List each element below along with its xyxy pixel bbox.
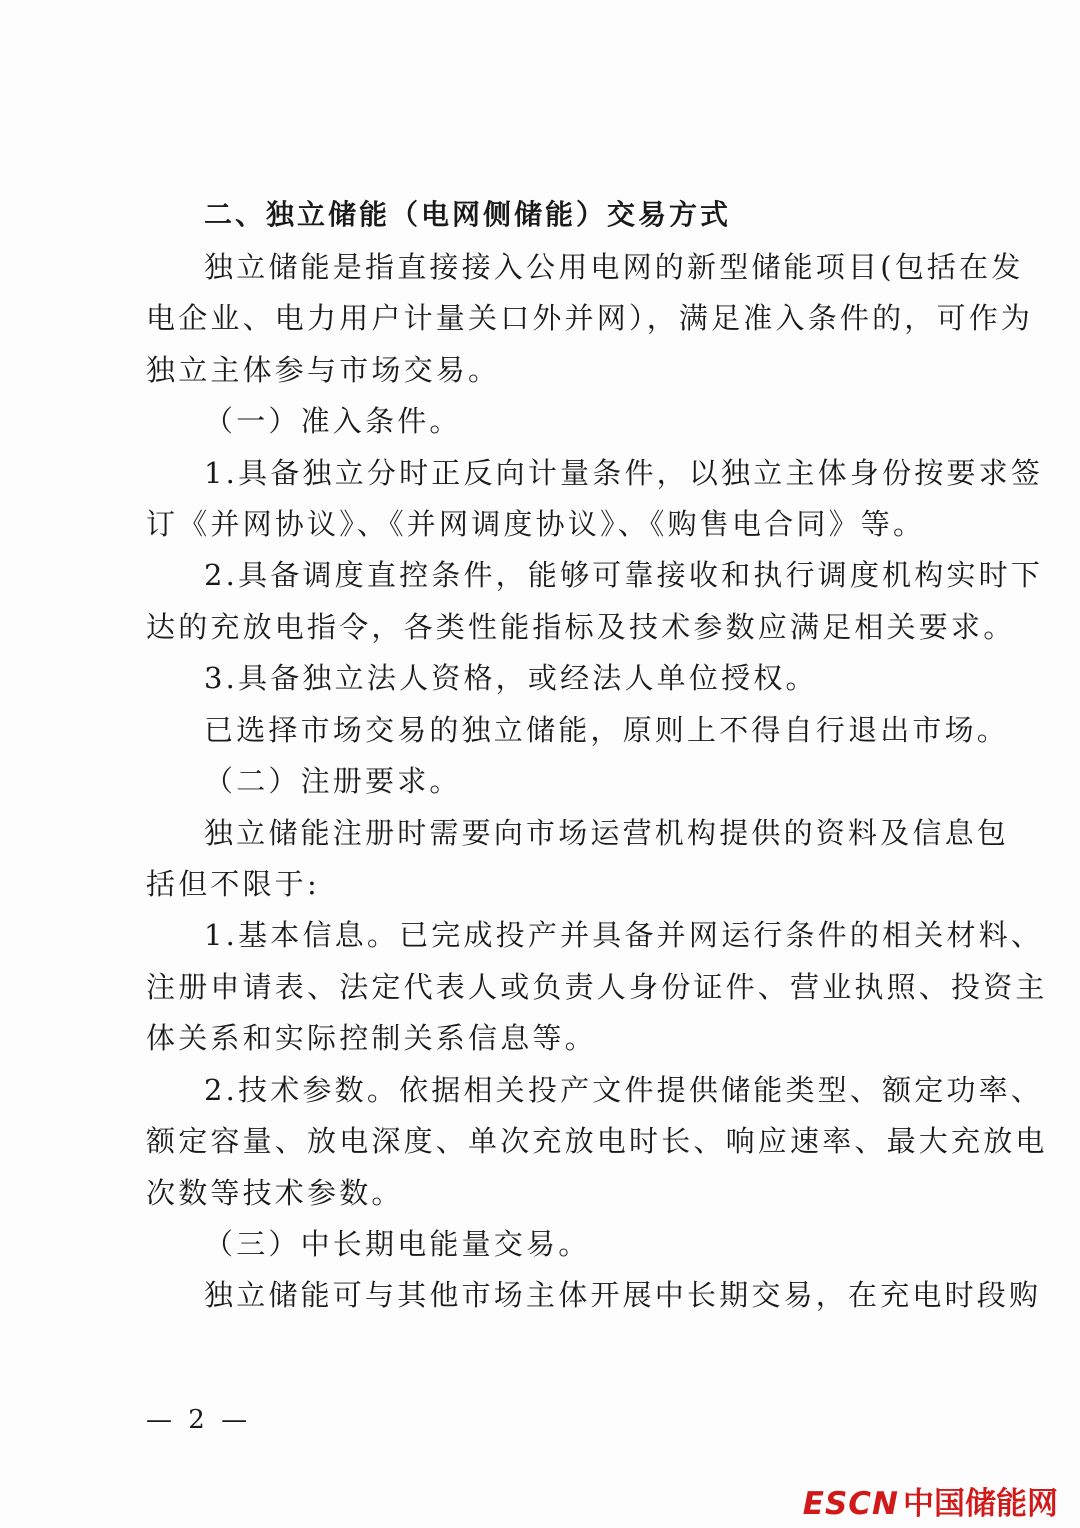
paragraph-line: 2.具备调度直控条件，能够可靠接收和执行调度机构实时下	[204, 558, 1044, 592]
watermark-cn: 中国储能网	[903, 1486, 1058, 1522]
subsection-heading: （三）中长期电能量交易。	[204, 1227, 591, 1261]
paragraph-line: 2.技术参数。依据相关投产文件提供储能类型、额定功率、	[204, 1073, 1044, 1107]
paragraph-line: 括但不限于:	[146, 867, 320, 901]
paragraph-line: 已选择市场交易的独立储能，原则上不得自行退出市场。	[204, 713, 1010, 747]
paragraph-line: 1.基本信息。已完成投产并具备并网运行条件的相关材料、	[204, 918, 1044, 952]
paragraph-line: 独立储能可与其他市场主体开展中长期交易，在充电时段购	[204, 1278, 1042, 1312]
subsection-heading: （二）注册要求。	[204, 764, 462, 798]
paragraph-line: 订《并网协议》、《并网调度协议》、《购售电合同》等。	[146, 507, 926, 541]
paragraph-line: 1.具备独立分时正反向计量条件，以独立主体身份按要求签	[204, 456, 1044, 490]
section-heading: 二、独立储能（电网侧储能）交易方式	[204, 198, 732, 231]
paragraph-line: 独立主体参与市场交易。	[146, 353, 501, 387]
paragraph-line: 达的充放电指令，各类性能指标及技术参数应满足相关要求。	[146, 610, 1016, 644]
subsection-heading: （一）准入条件。	[204, 404, 462, 438]
paragraph-line: 电企业、电力用户计量关口外并网），满足准入条件的，可作为	[146, 301, 1034, 335]
paragraph-line: 3.具备独立法人资格，或经法人单位授权。	[204, 661, 818, 695]
paragraph-line: 注册申请表、法定代表人或负责人身份证件、营业执照、投资主	[146, 970, 1048, 1004]
paragraph-line: 独立储能注册时需要向市场运营机构提供的资料及信息包	[204, 816, 1010, 850]
page-number: — 2 —	[146, 1405, 252, 1435]
watermark-en: ESCN	[802, 1486, 899, 1522]
paragraph-line: 独立储能是指直接接入公用电网的新型储能项目(包括在发	[204, 250, 1024, 284]
paragraph-line: 次数等技术参数。	[146, 1176, 404, 1210]
paragraph-line: 体关系和实际控制关系信息等。	[146, 1021, 597, 1055]
paragraph-line: 额定容量、放电深度、单次充放电时长、响应速率、最大充放电	[146, 1124, 1048, 1158]
escn-watermark-logo	[803, 1478, 1058, 1523]
